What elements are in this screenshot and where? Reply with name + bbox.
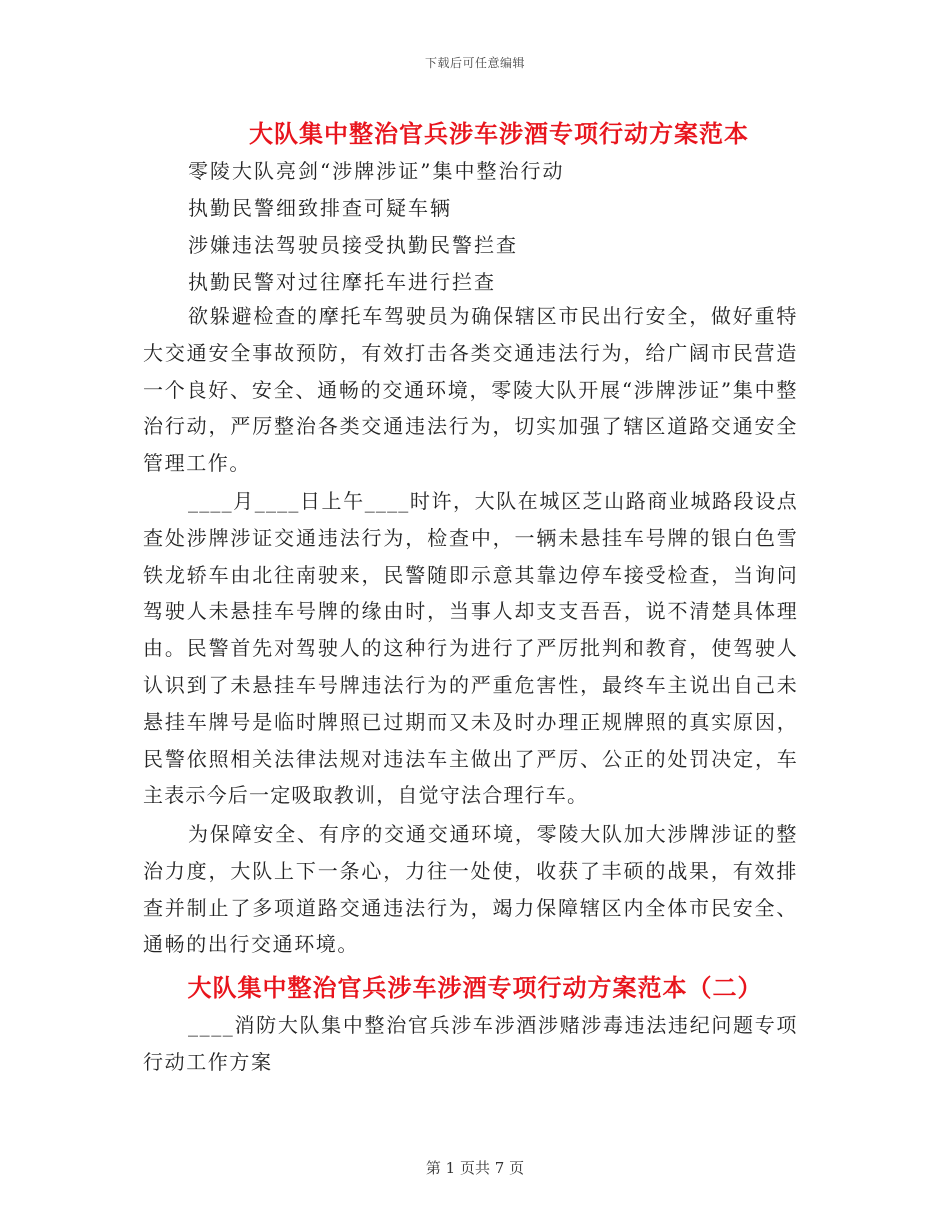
page-number: 第 1 页共 7 页 bbox=[425, 1159, 525, 1177]
body-paragraph-1: 欲躲避检查的摩托车驾驶员为确保辖区市民出行安全，做好重特大交通安全事故预防，有效打击各类交通违法行为，给广阔市民营造一个良好、安全、通畅的交通环境，零陵大队开展“涉牌涉证”集中整治行动，严厉整治各类交通违法行为，切实加强了辖区道路交通安全管理工作。 bbox=[143, 304, 798, 476]
section-title-2: 大队集中整治官兵涉车涉酒专项行动方案范本（二） bbox=[187, 973, 763, 1002]
body-paragraph-2: ____月____日上午____时许，大队在城区芝山路商业城路段设点查处涉牌涉证交通违法行为，检查中，一辆未悬挂车号牌的银白色雪铁龙轿车由北往南驶来，民警随即示意其靠边停车接受检查，当询问驾驶人未悬挂车号牌的缘由时，当事人却支支吾吾，说不清楚具体理由。民警首先对驾驶人的这种行为进行了严厉批判和教育，使驾驶人认识到了未悬挂车号牌违法行为的严重危害性，最终车主说出自己未悬挂车牌号是临时牌照已过期而又未及时办理正规牌照的真实原因，民警依照相关法律法规对违法车主做出了严厉、公正的处罚决定，车主表示今后一定吸取教训，自觉守法合理行车。 bbox=[143, 489, 798, 808]
body-paragraph-3: 为保障安全、有序的交通交通环境，零陵大队加大涉牌涉证的整治力度，大队上下一条心，力往一处使，收获了丰硕的战果，有效排查并制止了多项道路交通违法行为，竭力保障辖区内全体市民安全、通畅的出行交通环境。 bbox=[143, 822, 798, 957]
photo-caption-1: 零陵大队亮剑“涉牌涉证”集中整治行动 bbox=[188, 159, 565, 183]
document-title: 大队集中整治官兵涉车涉酒专项行动方案范本 bbox=[249, 119, 749, 148]
body-paragraph-4: ____消防大队集中整治官兵涉车涉酒涉赌涉毒违法违纪问题专项行动工作方案 bbox=[143, 1013, 798, 1074]
page-header-note: 下载后可任意编辑 bbox=[424, 56, 525, 70]
photo-caption-2: 执勤民警细致排查可疑车辆 bbox=[188, 196, 452, 220]
photo-caption-4: 执勤民警对过往摩托车进行拦查 bbox=[188, 270, 496, 294]
photo-caption-3: 涉嫌违法驾驶员接受执勤民警拦查 bbox=[188, 233, 518, 257]
